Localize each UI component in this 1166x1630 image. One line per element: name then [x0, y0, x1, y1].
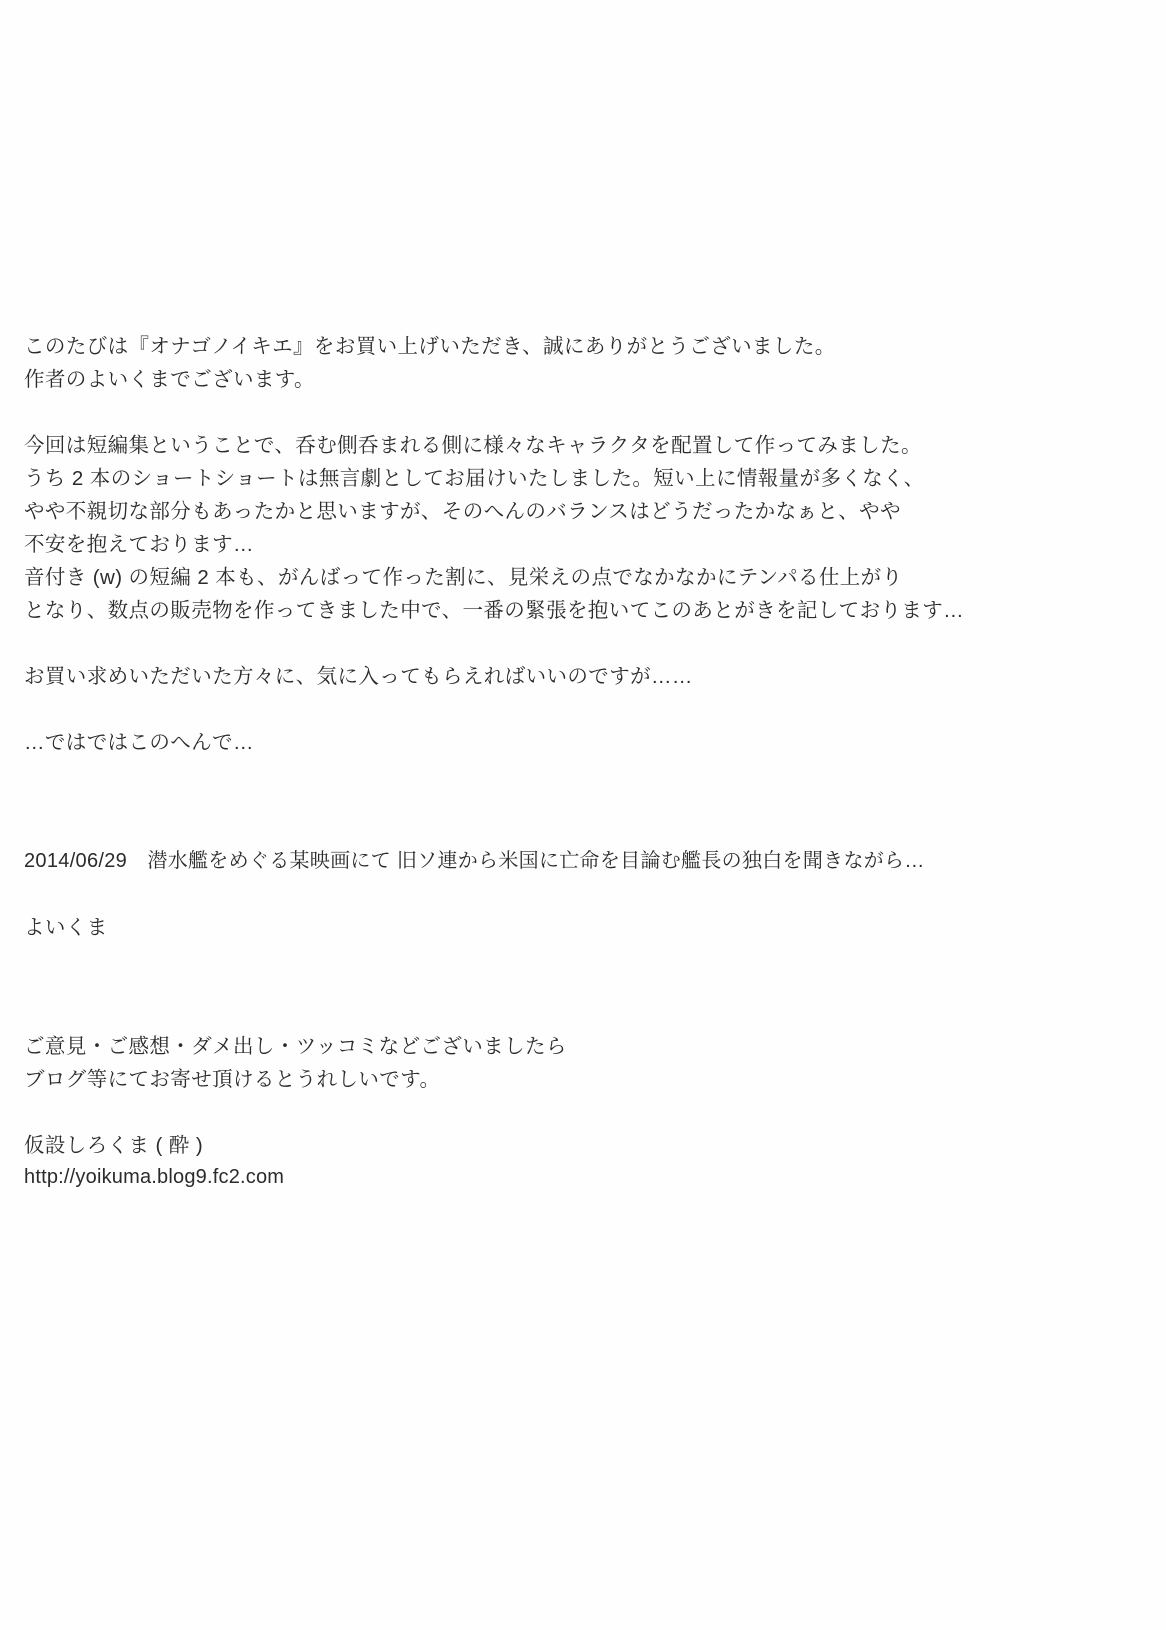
- body-line-6: となり、数点の販売物を作ってきました中で、一番の緊張を抱いてこのあとがきを記しております…: [24, 599, 965, 622]
- closing-line-1: お買い求めいただいた方々に、気に入ってもらえればいいのですが……: [24, 665, 693, 688]
- body-line-4: 不安を抱えております…: [24, 533, 254, 556]
- site-url[interactable]: http://yoikuma.blog9.fc2.com: [24, 1166, 285, 1188]
- spacer: [24, 693, 1084, 726]
- body-line-5: 音付き (w) の短編 2 本も、がんばって作った割に、見栄えの点でなかなかにテンパる仕上がり: [24, 566, 903, 589]
- intro-line-2: 作者のよいくまでございます。: [24, 368, 315, 391]
- closing-line-2: …ではではこのへんで…: [24, 731, 254, 754]
- afterword-content: [24, 330, 1084, 944]
- spacer: [24, 627, 1084, 660]
- footer-line-2: ブログ等にてお寄せ頂けるとうれしいです。: [24, 1068, 441, 1091]
- contact-footer: [24, 1030, 1084, 1193]
- site-name: 仮設しろくま ( 酔 ): [24, 1134, 204, 1157]
- spacer: [24, 878, 1084, 911]
- spacer: [24, 1096, 1084, 1129]
- signoff-author: よいくま: [24, 916, 108, 939]
- spacer: [24, 759, 1084, 845]
- body-line-1: 今回は短編集ということで、呑む側呑まれる側に様々なキャラクタを配置して作ってみました。: [24, 434, 922, 457]
- body-line-3: やや不親切な部分もあったかと思いますが、そのへんのバランスはどうだったかなぁと、やや: [24, 500, 901, 523]
- intro-line-1: このたびは『オナゴノイキエ』をお買い上げいただき、誠にありがとうございました。: [24, 335, 836, 358]
- signoff-date: 2014/06/29 潜水艦をめぐる某映画にて 旧ソ連から米国に亡命を目論む艦長の独白を聞きながら…: [24, 850, 925, 872]
- footer-line-1: ご意見・ご感想・ダメ出し・ツッコミなどございましたら: [24, 1035, 567, 1058]
- spacer: [24, 396, 1084, 429]
- body-line-2: うち 2 本のショートショートは無言劇としてお届けいたしました。短い上に情報量が多くなく、: [24, 467, 925, 490]
